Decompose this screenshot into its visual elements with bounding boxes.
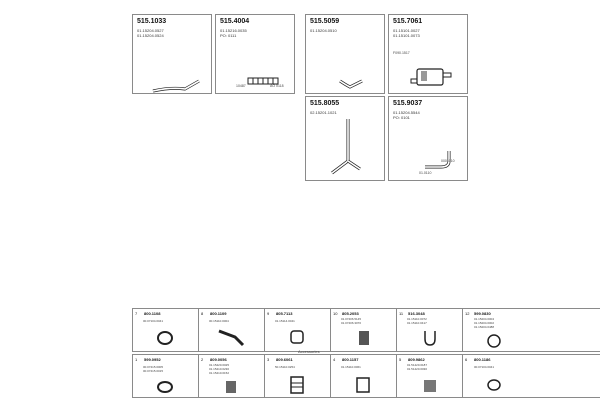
part-number: 515.7061 [393, 18, 423, 25]
part-number: 515.9037 [393, 100, 423, 107]
elbow-pipe-icon [336, 77, 366, 91]
item-number: 5 [399, 357, 402, 362]
ref-number: 02.15201.1021 [310, 110, 337, 115]
dimension-label: 0001010 [441, 159, 455, 163]
part-card-3[interactable] [305, 14, 385, 94]
accessory-cell-1[interactable] [133, 355, 199, 397]
item-number: 2 [201, 357, 204, 362]
pipe-clamp-icon [353, 375, 373, 395]
accessory-cell-4[interactable] [331, 355, 397, 397]
dimension-label: 01.0110 [419, 171, 432, 175]
sealing-ring-icon [485, 333, 503, 349]
item-number: 10 [333, 311, 338, 316]
accessory-cell-3[interactable] [265, 355, 331, 397]
accessory-cell-5[interactable] [397, 355, 463, 397]
ref-number: 01.15204.0510 [310, 28, 337, 33]
ref-number: 01.07406.3070 [341, 321, 362, 325]
ref-number: 01.15216.0035 [220, 28, 247, 33]
ref-number: 00.15110.0004 [209, 319, 229, 323]
clamp-icon [287, 327, 307, 347]
accessory-cell-11[interactable] [397, 309, 463, 351]
ring-gasket-icon [155, 329, 175, 347]
ref-number: 01.15110.0072 [407, 317, 427, 321]
gasket-icon [485, 377, 503, 393]
part-card-1[interactable] [132, 14, 212, 94]
part-number: 599.0952 [144, 357, 161, 362]
bracket-icon [217, 327, 245, 347]
ref-number: 01.15110.0417 [407, 321, 427, 325]
part-card-4[interactable] [388, 14, 468, 94]
hanger-icon [221, 379, 241, 395]
item-number: 4 [333, 357, 336, 362]
muffler-icon [407, 63, 455, 89]
part-number: 599.0830 [474, 311, 491, 316]
ref-number: 01.15410.0230 [209, 367, 230, 371]
ref-number: 00.07415.0005 [143, 365, 164, 369]
tall-pipe-icon [324, 117, 364, 179]
part-number: 805.2053 [342, 311, 359, 316]
part-card-2[interactable] [215, 14, 295, 94]
part-number: 515.8055 [310, 100, 340, 107]
ref-number: 01.15204.0488 [474, 325, 495, 329]
part-number: 515.5059 [310, 18, 340, 25]
flex-joint-icon [287, 375, 307, 395]
item-number: 9 [267, 311, 270, 316]
u-bolt-icon [421, 329, 439, 347]
accessory-cell-7[interactable] [133, 309, 199, 351]
item-number: 7 [135, 311, 138, 316]
accessories-heading: Accessories [298, 349, 320, 354]
accessory-cell-2[interactable] [199, 355, 265, 397]
part-number: 800.1108 [144, 311, 161, 316]
accessory-cell-12[interactable] [463, 309, 600, 351]
part-number: 800.1186 [474, 357, 491, 362]
part-card-6[interactable] [388, 96, 468, 181]
ref-number: PO: 0101 [393, 115, 410, 120]
ref-number: 01.15204.0002 [474, 321, 495, 325]
part-number: 800.1157 [342, 357, 359, 362]
accessory-row-1 [132, 308, 600, 352]
ref-number: 01.15204.0004 [474, 317, 495, 321]
ref-number: 01.51420.0030 [407, 367, 428, 371]
ref-number: PO: 0111 [220, 33, 237, 38]
part-number: 515.4004 [220, 18, 250, 25]
accessory-cell-10[interactable] [331, 309, 397, 351]
rubber-block-icon [421, 377, 439, 395]
rubber-mount-icon [353, 329, 375, 347]
ref-number: 01.15410.0152 [209, 371, 230, 375]
item-number: 3 [267, 357, 270, 362]
accessory-row-2 [132, 354, 600, 398]
part-number: 805.7113 [276, 311, 293, 316]
ref-number: 01.15204.0524 [137, 33, 164, 38]
ref-number: 01.07406.5145 [341, 317, 362, 321]
part-number: 515.1033 [137, 18, 167, 25]
accessory-cell-8[interactable] [199, 309, 265, 351]
ref-number: 01.15204.5544 [393, 110, 420, 115]
part-number: 809.9862 [408, 357, 425, 362]
ref-number: 01.15204.0527 [137, 28, 164, 33]
ring-clamp-icon [155, 379, 175, 395]
accessory-cell-6[interactable] [463, 355, 600, 397]
part-number: 800.1109 [210, 311, 227, 316]
ref-number: 01.51420.0187 [407, 363, 428, 367]
ref-number: 00.07104.0041 [474, 365, 495, 369]
item-number: 12 [465, 311, 470, 316]
part-number: 809.0056 [210, 357, 227, 362]
dimension-label: AO 0118 [270, 84, 284, 88]
item-number: 8 [201, 311, 204, 316]
ref-number: 50.15110.0254 [275, 365, 295, 369]
ref-number: 01.15101.0073 [393, 33, 420, 38]
item-number: 11 [399, 311, 404, 316]
bent-pipe-icon [151, 75, 206, 95]
ref-number: 01.15101.0027 [393, 28, 420, 33]
ref-number: 01.15420.0025 [209, 363, 230, 367]
dimension-label: 10487 [236, 84, 246, 88]
ref-number: 01.15110.0061 [341, 365, 361, 369]
item-number: 1 [135, 357, 138, 362]
part-number: 516.3048 [408, 311, 425, 316]
dimension-label: F090.1517 [393, 51, 410, 55]
part-card-5[interactable] [305, 96, 385, 181]
ref-number: 00.07415.0015 [143, 369, 164, 373]
part-number: 809.6061 [276, 357, 293, 362]
ref-number: 00.07104.0041 [143, 319, 164, 323]
ref-number: 01.15114.0041 [275, 319, 295, 323]
item-number: 6 [465, 357, 468, 362]
accessory-cell-9[interactable] [265, 309, 331, 351]
